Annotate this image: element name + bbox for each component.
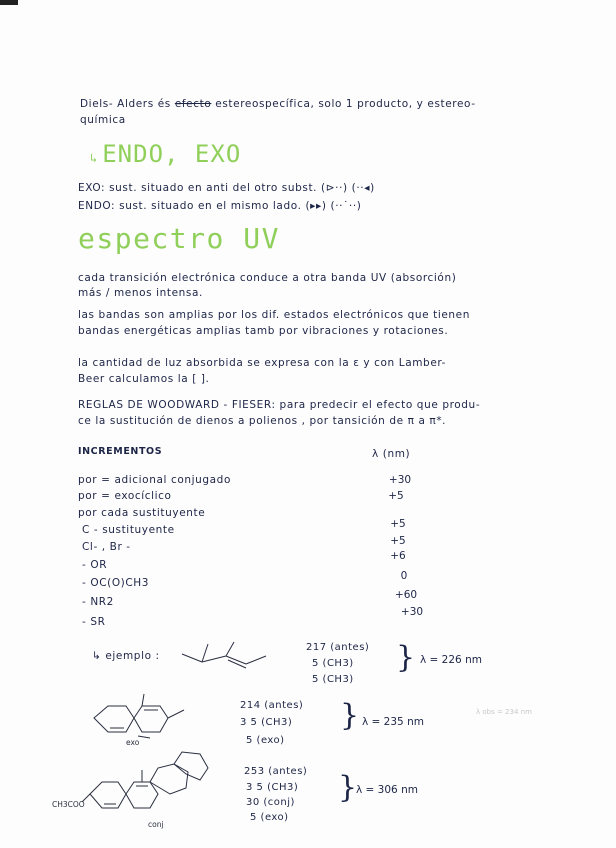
calc-row: 3 5 (CH3) — [246, 782, 299, 793]
calc-row: 5 (CH3) — [312, 674, 354, 685]
intro-struck-word: efecto — [174, 98, 212, 110]
calc-row: 5 (CH3) — [312, 658, 354, 669]
intro-text-a: Diels- Alders és — [80, 98, 171, 110]
intro-text-b: estereospecífica, solo 1 producto, y estereo- — [215, 98, 476, 110]
diene-molecule-drawing — [180, 638, 270, 670]
example-1-result: λ = 226 nm — [420, 654, 482, 666]
page-corner-mark — [0, 0, 18, 5]
increment-label: - OR — [82, 559, 108, 571]
polycyclic-molecule-drawing — [82, 750, 212, 828]
increment-value: +6 — [390, 550, 406, 562]
conj-label: conj — [148, 820, 164, 829]
increment-label: - OC(O)CH3 — [82, 577, 150, 589]
increment-label: por = exocíclico — [78, 490, 172, 502]
increment-label: Cl- , Br - — [82, 541, 131, 553]
acetate-label: CH3COO — [52, 800, 85, 809]
faint-note: λ obs = 234 nm — [476, 708, 532, 716]
intro-line-2: química — [80, 114, 126, 126]
calc-row: 214 (antes) — [240, 700, 304, 711]
bicyclic-molecule-drawing — [88, 694, 198, 746]
increment-label: por = adicional conjugado — [78, 474, 231, 486]
paragraph-3-line-2: Beer calculamos la [ ]. — [78, 373, 210, 385]
increment-label: - NR2 — [82, 596, 114, 608]
increment-label: - SR — [82, 616, 106, 628]
brace: } — [338, 770, 358, 805]
paragraph-1-line-1: cada transición electrónica conduce a otra banda UV (absorción) — [78, 272, 457, 284]
heading-endo-exo — [90, 140, 241, 168]
paragraph-3-line-1: la cantidad de luz absorbida se expresa con la ε y con Lamber- — [78, 357, 447, 369]
example-2-result: λ = 235 nm — [362, 716, 424, 728]
definition-endo: ENDO: sust. situado en el mismo lado. (▸▸) (··˙··) — [78, 200, 362, 212]
increment-value: +60 — [394, 589, 418, 601]
heading-espectro-uv: espectro UV — [78, 222, 280, 255]
increment-value: 0 — [400, 570, 408, 582]
calc-row: 3 5 (CH3) — [240, 717, 293, 728]
increment-value: +5 — [390, 535, 406, 547]
example-label-text: ejemplo : — [105, 650, 160, 662]
example-label — [92, 650, 160, 662]
brace: } — [396, 640, 416, 675]
exo-label: exo — [126, 738, 140, 747]
calc-row: 217 (antes) — [306, 642, 370, 653]
calc-row: 253 (antes) — [244, 766, 308, 777]
brace: } — [340, 698, 360, 733]
paragraph-1-line-2: más / menos intensa. — [78, 287, 203, 299]
arrow-icon: ↳ — [90, 151, 99, 165]
calc-row: 5 (exo) — [246, 735, 285, 746]
heading-endo-exo-text: ENDO, EXO — [102, 140, 242, 168]
paragraph-4-line-1: REGLAS DE WOODWARD - FIESER: para predecir el efecto que produ- — [78, 399, 481, 411]
calc-row: 30 (conj) — [246, 797, 295, 808]
increments-header: INCREMENTOS — [78, 446, 163, 457]
intro-line-1 — [80, 98, 476, 110]
increment-label: por cada sustituyente — [78, 507, 206, 519]
hook-arrow-icon: ↳ — [92, 650, 106, 662]
example-3-result: λ = 306 nm — [356, 784, 418, 796]
increment-label: C - sustituyente — [82, 524, 175, 536]
paragraph-2-line-1: las bandas son amplias por los dif. estados electrónicos que tienen — [78, 309, 470, 321]
increments-unit-header: λ (nm) — [372, 448, 411, 460]
increment-value: +30 — [388, 474, 412, 486]
increment-value: +5 — [390, 518, 406, 530]
paragraph-2-line-2: bandas energéticas amplias tamb por vibraciones y rotaciones. — [78, 325, 449, 337]
increment-value: +30 — [400, 606, 424, 618]
definition-exo: EXO: sust. situado en anti del otro subst. (⊳··) (··◂) — [78, 182, 375, 194]
calc-row: 5 (exo) — [250, 812, 289, 823]
paragraph-4-line-2: ce la sustitución de dienos a polienos , por tansición de π a π*. — [78, 415, 447, 427]
increment-value: +5 — [388, 490, 404, 502]
